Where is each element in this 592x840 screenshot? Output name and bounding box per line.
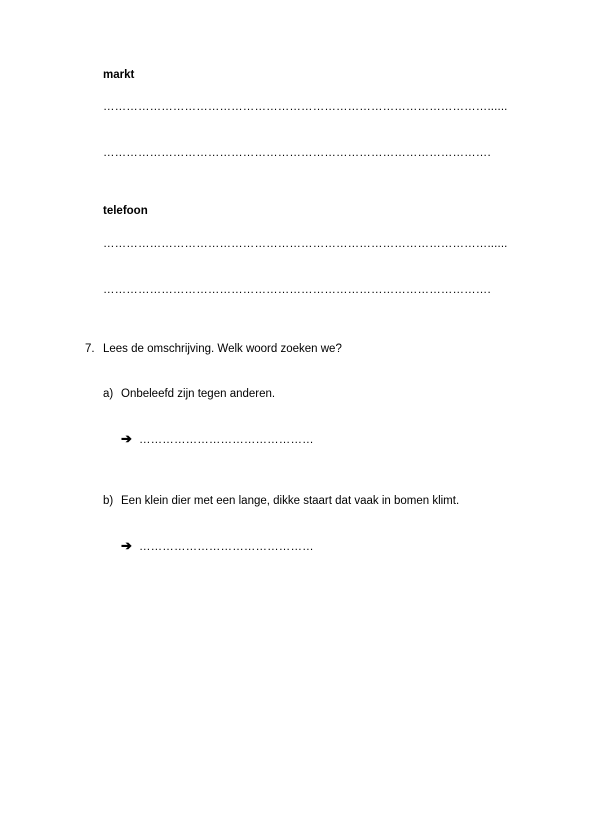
- answer-line[interactable]: ……………………………………………………………………………………….: [103, 284, 491, 296]
- item-label-a: a): [103, 388, 114, 400]
- answer-line[interactable]: ……………………………………………………………………………………….: [103, 147, 491, 159]
- answer-line-b[interactable]: ………………………………………: [139, 541, 314, 553]
- answer-line-a[interactable]: ………………………………………: [139, 434, 314, 446]
- item-text-b: Een klein dier met een lange, dikke staart dat vaak in bomen klimt.: [121, 495, 460, 507]
- answer-line[interactable]: ………………………………………………………………………………………......: [103, 101, 508, 113]
- question-number: 7.: [85, 343, 95, 355]
- answer-line[interactable]: ………………………………………………………………………………………......: [103, 238, 508, 250]
- arrow-right-icon: ➔: [121, 431, 132, 446]
- item-label-b: b): [103, 495, 114, 507]
- word-heading-markt: markt: [103, 69, 135, 81]
- question-text: Lees de omschrijving. Welk woord zoeken we?: [103, 343, 342, 355]
- word-heading-telefoon: telefoon: [103, 205, 148, 217]
- item-text-a: Onbeleefd zijn tegen anderen.: [121, 388, 276, 400]
- arrow-right-icon: ➔: [121, 538, 132, 553]
